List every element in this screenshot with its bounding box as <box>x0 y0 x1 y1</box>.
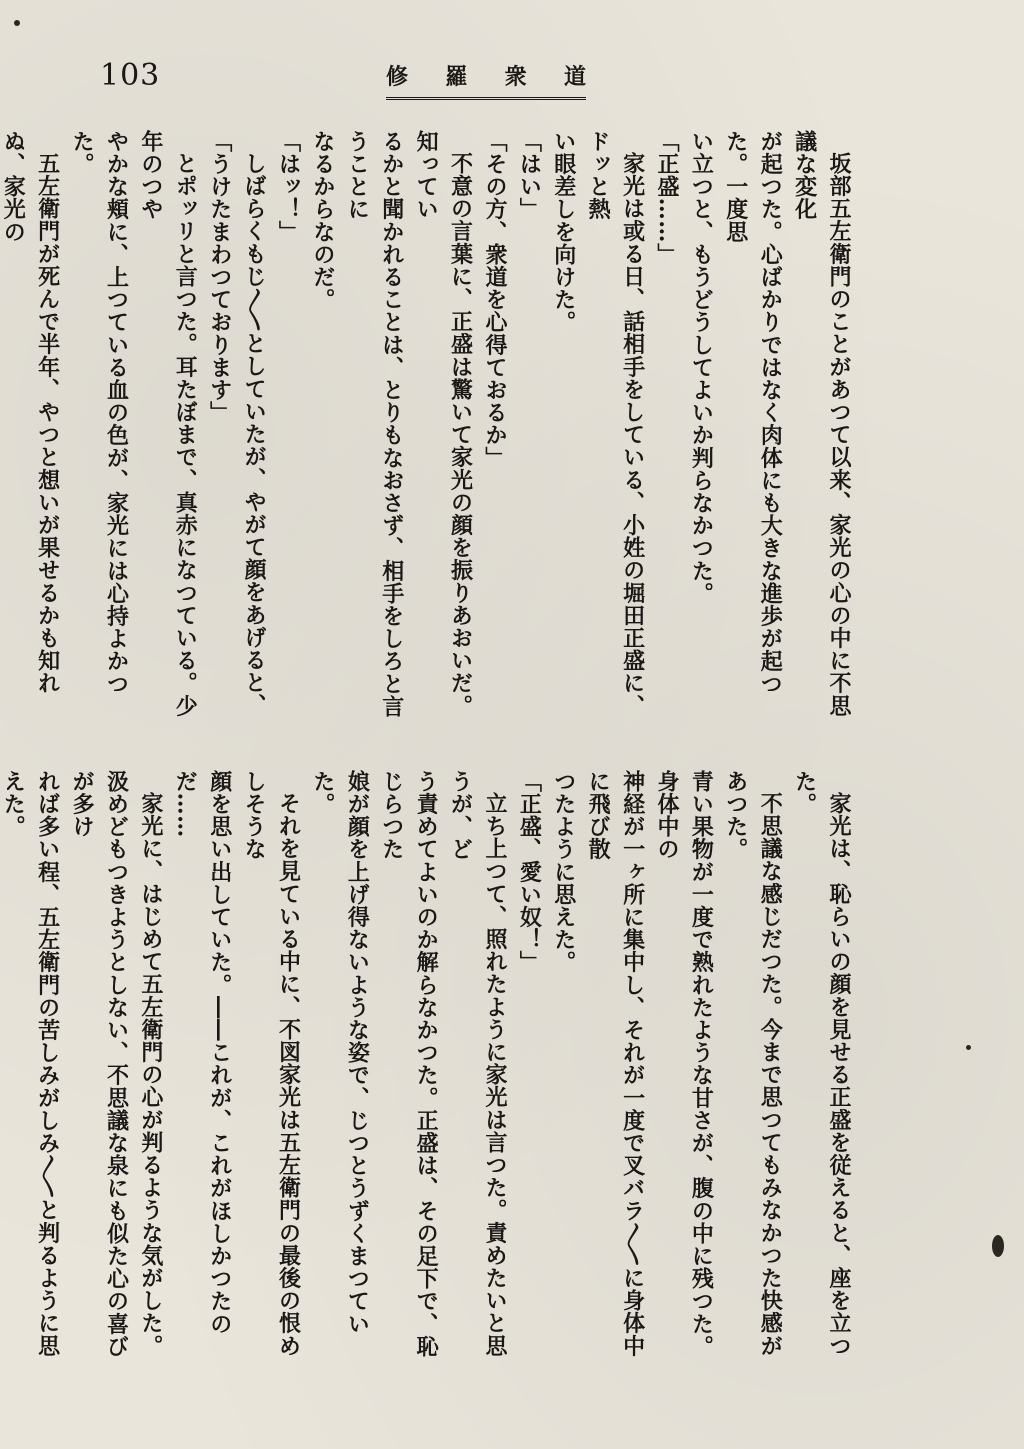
text-line: 「正盛、愛い奴！」 <box>516 770 543 974</box>
text-line: 青い果物が一度で熟れたような甘さが、腹の中に残つた。身体中の <box>653 770 715 1358</box>
text-line: 家光は或る日、話相手をしている、小姓の堀田正盛に、ドッと熱 <box>585 130 646 717</box>
title-char: 衆 <box>504 64 527 90</box>
text-line: 坂部五左衛門のことがあつて以来、家光の心の中に不思議な変化 <box>791 130 852 717</box>
text-line: 家光は、恥らいの顔を見せる正盛を従えると、座を立つた。 <box>791 770 852 1357</box>
text-line: 不意の言葉に、正盛は驚いて家光の顔を振りあおいだ。知ってい <box>413 130 474 717</box>
text-line: 「はッ！」 <box>275 130 302 243</box>
lower-text-block <box>0 770 856 1360</box>
ink-spot <box>14 20 20 26</box>
upper-text-block <box>0 130 856 730</box>
text-line: つたように思えた。 <box>550 770 577 974</box>
text-line: とポッリと言つた。耳たぼまで、真赤になつている。少年のつや <box>137 130 199 717</box>
text-line: 家光に、はじめて五左衛門の心が判るような気がした。 <box>137 792 164 1357</box>
page-number: 103 <box>100 58 161 93</box>
text-line: 五左衛門が死んで半年、やつと想いが果せるかも知れぬ、家光の <box>0 130 61 695</box>
text-line: う責めてよいのか解らなかつた。正盛は、その足下で、恥じらつた <box>378 770 440 1358</box>
text-line: が起つた。心ばかりではなく肉体にも大きな進歩が起つた。一度思 <box>722 130 784 695</box>
title-char: 道 <box>563 64 586 90</box>
text-line: れば多い程、五左衛門の苦しみがしみ〳〵と判るように思えた。 <box>0 770 61 1357</box>
text-line: 「正盛……」 <box>653 130 680 266</box>
text-line: 「うけたまわつております」 <box>206 130 233 424</box>
text-line: 神経が一ヶ所に集中し、それが一度で叉バラ〳〵に身体中に飛び散 <box>585 770 646 1357</box>
text-line: い眼差しを向けた。 <box>550 130 577 334</box>
ink-spot <box>966 1045 971 1050</box>
text-line: それを見ている中に、不図家光は五左衛門の最後の恨めしそうな <box>241 770 302 1357</box>
text-line: るかと聞かれることは、とりもなおさず、相手をしろと言うことに <box>344 130 405 718</box>
text-line: やかな頬に、上つている血の色が、家光には心持よかつた。 <box>69 130 130 695</box>
text-line: なるからなのだ。 <box>309 130 336 311</box>
text-line: 顔を思い出していた。――これが、これがほしかつたのだ…… <box>172 770 233 1335</box>
text-line: 立ち上つて、照れたように家光は言つた。責めたいと思うが、ど <box>447 770 508 1357</box>
running-title <box>386 60 586 100</box>
text-line: 娘が顔を上げ得ないような姿で、じつとうずくまつていた。 <box>309 770 371 1335</box>
text-line: 「はい」 <box>516 130 543 221</box>
ink-spot <box>992 1235 1004 1257</box>
text-line: 不思議な感じだつた。今まで思つてもみなかつた快感があつた。 <box>722 770 784 1357</box>
text-line: 「その方、衆道を心得ておるか」 <box>481 130 508 469</box>
title-char: 羅 <box>445 64 468 90</box>
title-char: 修 <box>386 64 409 90</box>
text-line: 汲めどもつきようとしない、不思議な泉にも似た心の喜びが多け <box>69 770 130 1358</box>
text-line: しばらくもじ〳〵としていたが、やがて顔をあげると、 <box>241 152 268 717</box>
text-line: い立つと、もうどうしてよいか判らなかつた。 <box>688 130 715 605</box>
